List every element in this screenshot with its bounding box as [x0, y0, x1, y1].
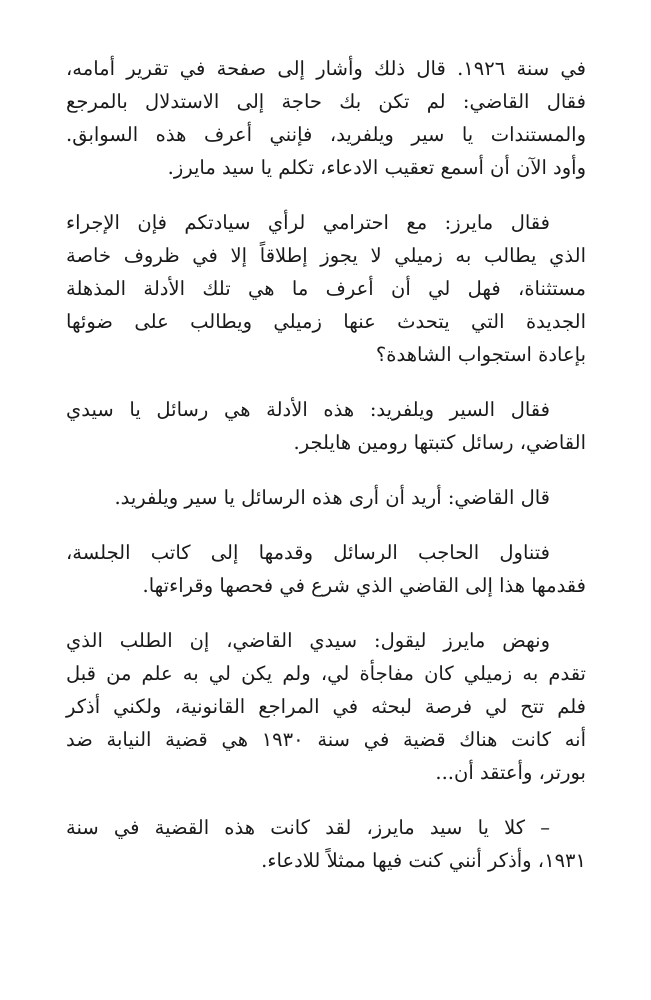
- paragraph-4: [66, 481, 586, 514]
- paragraph-3: [66, 393, 586, 459]
- text-line: – كلا يا سيد مايرز، لقد كانت هذه القضية في سنة: [66, 816, 550, 839]
- text-line: فلم تتح لي فرصة لبحثه في المراجع القانونية، ولكني أذكر: [66, 695, 586, 718]
- paragraph-gap: [66, 184, 586, 206]
- paragraph-2: [66, 206, 586, 371]
- paragraph-gap: [66, 514, 586, 536]
- text-line: القاضي، رسائل كتبتها رومين هايلجر.: [293, 431, 586, 454]
- text-line: بإعادة استجواب الشاهدة؟: [375, 343, 586, 366]
- text-line: الجديدة التي يتحدث عنها زميلي ويطالب على ضوئها: [66, 310, 586, 333]
- text-line: قال القاضي: أريد أن أرى هذه الرسائل يا سير ويلفريد.: [114, 486, 550, 509]
- paragraph-6: [66, 624, 586, 789]
- text-line: مستثناة، فهل لي أن أعرف ما هي تلك الأدلة المذهلة: [66, 277, 586, 300]
- text-line: الذي يطالب به زميلي لا يجوز إطلاقاً إلا في ظروف خاصة: [66, 244, 586, 267]
- paragraph-gap: [66, 371, 586, 393]
- paragraph-5: [66, 536, 586, 602]
- paragraph-1: [66, 52, 586, 184]
- paragraph-gap: [66, 602, 586, 624]
- text-line: أنه كانت هناك قضية في سنة ١٩٣٠ هي قضية النيابة ضد: [66, 728, 586, 751]
- paragraph-gap: [66, 459, 586, 481]
- text-line: وأود الآن أن أسمع تعقيب الادعاء، تكلم يا سيد مايرز.: [167, 156, 586, 179]
- text-line: فتناول الحاجب الرسائل وقدمها إلى كاتب الجلسة،: [66, 541, 550, 564]
- paragraph-7: [66, 811, 586, 877]
- paragraph-gap: [66, 789, 586, 811]
- text-line: في سنة ١٩٢٦. قال ذلك وأشار إلى صفحة في تقرير أمامه،: [66, 57, 586, 80]
- text-line: بورتر، وأعتقد أن...: [435, 761, 586, 784]
- text-line: تقدم به زميلي كان مفاجأة لي، ولم يكن لي به علم من قبل: [66, 662, 586, 685]
- text-line: فقال القاضي: لم تكن بك حاجة إلى الاستدلال بالمرجع: [66, 90, 586, 113]
- text-line: فقال السير ويلفريد: هذه الأدلة هي رسائل يا سيدي: [66, 398, 550, 421]
- text-line: ونهض مايرز ليقول: سيدي القاضي، إن الطلب الذي: [66, 629, 550, 652]
- text-line: فقدمها هذا إلى القاضي الذي شرع في فحصها وقراءتها.: [142, 574, 586, 597]
- text-line: فقال مايرز: مع احترامي لرأي سيادتكم فإن الإجراء: [66, 211, 550, 234]
- book-page: [66, 52, 586, 877]
- text-line: ١٩٣١، وأذكر أنني كنت فيها ممثلاً للادعاء.: [261, 849, 586, 872]
- text-line: والمستندات يا سير ويلفريد، فإنني أعرف هذه السوابق.: [66, 123, 586, 146]
